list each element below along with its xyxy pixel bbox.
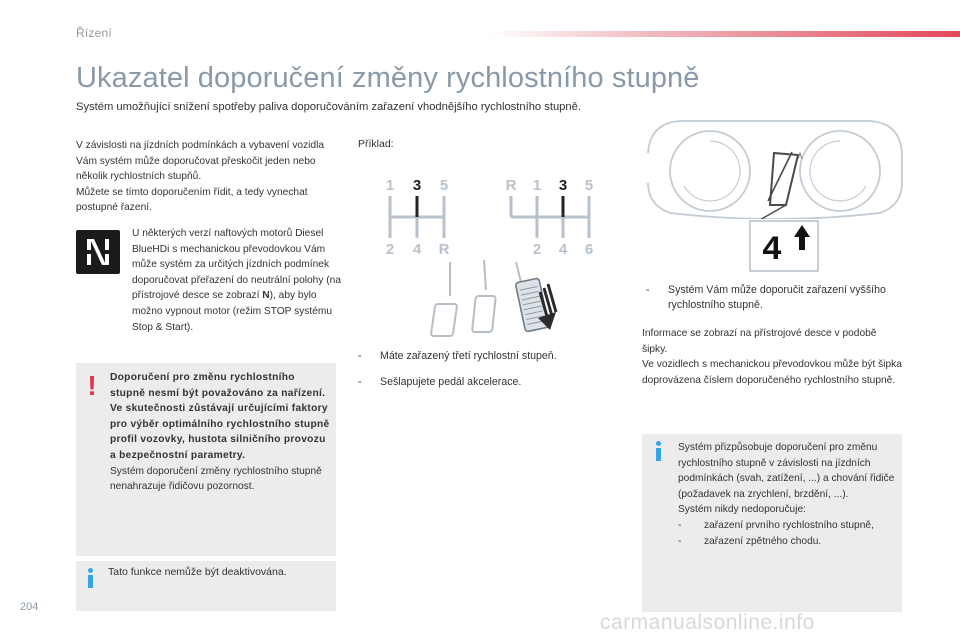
info-icon (654, 441, 663, 461)
gate2-top-1: R (505, 177, 517, 194)
right-column-text (642, 326, 902, 388)
gate2-bottom-2: 4 (558, 241, 568, 258)
warning-bold-1: Doporučení pro změnu rychlostního stupně nesmí být považováno za nařízení. (110, 372, 326, 399)
gate2-bottom-1: 2 (532, 241, 542, 258)
gate1-bottom-1: 2 (385, 241, 395, 258)
neutral-symbol: N (262, 290, 270, 302)
bluehdi-text-before: U některých verzí naftových motorů Diesel BlueHDi s mechanickou převodovkou Vám může systém za určitých jízdních podmínek doporučovat přeřazení do neutrální polohy (na přístrojové desce se zobrazí (132, 228, 341, 302)
list-item: - zařazení prvního rychlostního stupně, (678, 519, 874, 531)
gate1-top-1: 1 (385, 177, 395, 194)
recommended-gear-number: 4 (761, 232, 783, 270)
left-column-text (76, 138, 346, 216)
section-divider (488, 31, 960, 37)
gate1-bottom-3: R (438, 241, 450, 258)
intro-paragraph: Systém umožňující snížení spotřeby paliva doporučováním zařazení vhodnějšího rychlostního stupně. (76, 101, 581, 113)
warning-normal: Systém doporučení změny rychlostního stupně nenahrazuje řidičovu pozornost. (110, 465, 322, 493)
gate2-top-2: 1 (532, 177, 542, 194)
page-number: 204 (20, 601, 39, 613)
info-deactivation-text: Tato funkce nemůže být deaktivována. (108, 566, 287, 578)
gate1-bottom-2: 4 (412, 241, 422, 258)
list-item-text: zařazení zpětného chodu. (704, 535, 822, 547)
bluehdi-text-after: ), aby bylo možno vypnout motor (režim STOP systému Stop & Start). (132, 290, 333, 333)
right-paragraph-2: Ve vozidlech s mechanickou převodovkou může být šipka doprovázena číslem doporučeného rychlostního stupně. (642, 359, 902, 386)
example-bullet-2-text: Sešlapujete pedál akcelerace. (380, 376, 522, 388)
example-bullet-1: - Máte zařazený třetí rychlostní stupeň. (358, 349, 618, 364)
neutral-indicator-icon (76, 230, 120, 274)
right-bullet-text: Systém Vám může doporučit zařazení vyššího rychlostního stupně. (668, 284, 886, 311)
info-adaptation-paragraph: Systém přizpůsobuje doporučení pro změnu rychlostního stupně v závislosti na jízdních podmínkách (svah, zatížení, ...) a chování řidiče (požadavek na zrychlení, brzdění, ...). (678, 442, 895, 500)
warning-bold-2: Ve skutečnosti zůstávají určujícími faktory pro výběr optimálního rychlostního stupně profil vozovky, hustota silničního provozu a bezpečnostní parametry. (110, 403, 330, 461)
gate2-top-4: 5 (584, 177, 594, 194)
instrument-cluster-illustration (640, 113, 910, 219)
example-label: Příklad: (358, 138, 394, 150)
page-title: Ukazatel doporučení změny rychlostního stupně (76, 62, 700, 94)
gear-shift-patterns (370, 168, 610, 260)
section-label: Řízení (76, 26, 112, 40)
example-bullet-1-text: Máte zařazený třetí rychlostní stupeň. (380, 350, 557, 362)
gate1-top-2: 3 (412, 177, 422, 194)
right-paragraph-1: Informace se zobrazí na přístrojové desce v podobě šipky. (642, 328, 877, 355)
gate1-top-3: 5 (439, 177, 449, 194)
bluehdi-paragraph (132, 226, 348, 335)
warning-text (110, 370, 330, 495)
list-item-text: zařazení prvního rychlostního stupně, (704, 519, 874, 531)
info-adaptation-paragraph-2: Systém nikdy nedoporučuje: (678, 504, 806, 516)
example-bullet-2: - Sešlapujete pedál akcelerace. (358, 375, 618, 390)
left-paragraph-1: V závislosti na jízdních podmínkách a vybavení vozidla Vám systém může doporučovat přeskočit jeden nebo několik rychlostních stupňů. (76, 140, 325, 183)
right-bullet: - Systém Vám může doporučit zařazení vyššího rychlostního stupně. (646, 283, 896, 313)
info-icon (86, 568, 95, 588)
list-item: - zařazení zpětného chodu. (678, 535, 822, 547)
gear-gate-6speed (506, 177, 594, 258)
warning-icon: ! (87, 370, 97, 401)
watermark: carmanualsonline.info (600, 611, 815, 634)
pedals-illustration (430, 256, 570, 340)
left-paragraph-2: Můžete se tímto doporučením řídit, a tedy vynechat postupné řazení. (76, 186, 308, 214)
gear-gate-5speed (386, 177, 450, 258)
info-adaptation-text (678, 440, 898, 549)
gate2-top-3: 3 (558, 177, 568, 194)
shift-up-display (748, 219, 820, 273)
gate2-bottom-3: 6 (584, 241, 594, 258)
